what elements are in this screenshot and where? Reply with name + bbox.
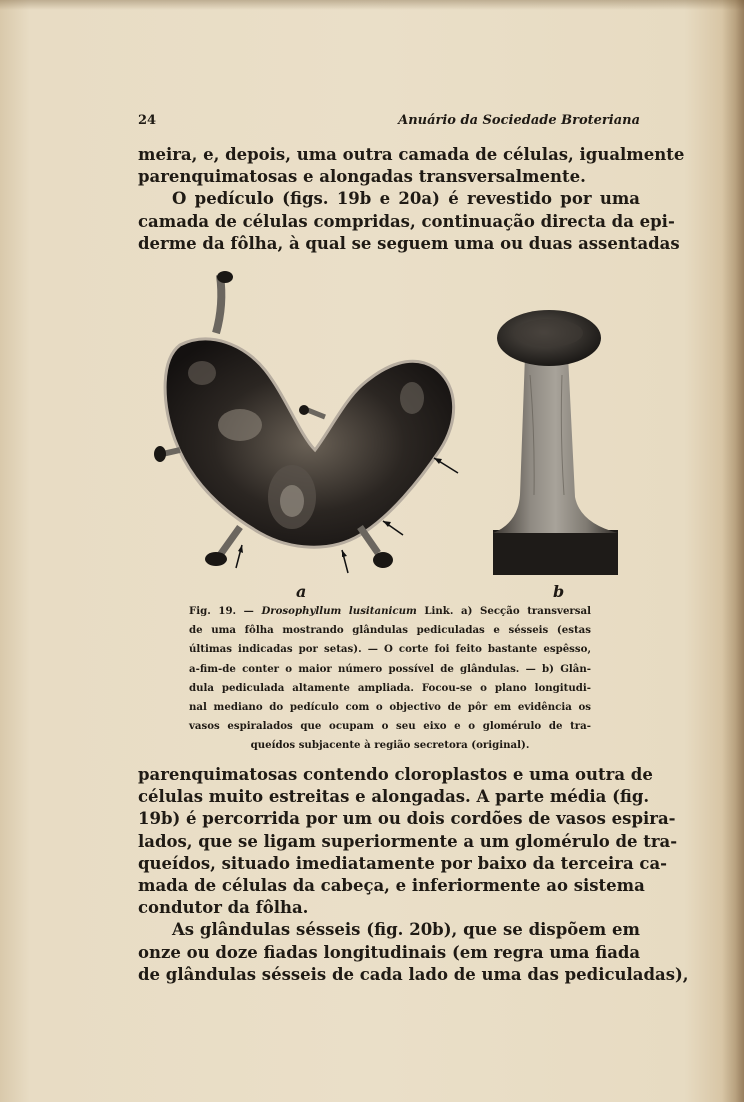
text-line: meira, e, depois, uma outra camada de células, igualmente (138, 145, 685, 164)
figure-19-photograph (150, 265, 630, 585)
figure-caption (189, 602, 591, 756)
caption-line: últimas indicadas por setas). — O corte foi feito bastante espêsso, (189, 643, 591, 656)
text-line: parenquimatosas e alongadas transversalmente. (138, 167, 586, 187)
text-line: 19b) é percorrida por um ou dois cordões de vasos espira- (138, 809, 676, 829)
caption-species: Drosophyllum lusitanicum (261, 605, 417, 617)
text-line: células muito estreitas e alongadas. A parte média (fig. (138, 787, 650, 807)
page-top-shadow (0, 0, 744, 10)
text-line: condutor da fôlha. (138, 898, 309, 918)
text-line: As glândulas sésseis (fig. 20b), que se dispõem em (172, 920, 640, 940)
text-line: queídos, situado imediatamente por baixo da terceira ca- (138, 853, 667, 873)
page-right-shadow (722, 0, 744, 1102)
paragraph-top (138, 144, 685, 255)
text-line: de glândulas sésseis de cada lado de uma das pediculadas), (138, 964, 689, 984)
figure-label-b: b (553, 582, 565, 601)
leaf-cross-section-a (154, 271, 458, 573)
text-line: derme da fôlha, à qual se seguem uma ou duas assentadas (138, 233, 680, 253)
page-number: 24 (138, 113, 157, 128)
caption-line: de uma fôlha mostrando glândulas pediculadas e sésseis (estas (189, 624, 591, 637)
text-line: onze ou doze fiadas longitudinais (em regra uma fiada (138, 942, 641, 962)
caption-line: nal mediano do pedículo com o objectivo de pôr em evidência os (189, 700, 591, 713)
text-line: camada de células compridas, continuação directa da epi- (138, 211, 675, 231)
caption-line: dula pediculada altamente ampliada. Focou-se o plano longitudi- (189, 681, 591, 694)
caption-line: vasos espiralados que ocupam o seu eixo e o glomérulo de tra- (189, 720, 591, 733)
caption-fig-ref: Fig. 19. — (189, 605, 262, 617)
figure-label-a: a (296, 582, 307, 601)
caption-line: a-fim-de conter o maior número possível de glândulas. — b) Glân- (189, 662, 591, 675)
running-title: Anuário da Sociedade Broteriana (398, 113, 640, 128)
text-line: lados, que se ligam superiormente a um glomérulo de tra- (138, 831, 678, 851)
caption-line1-rest: Link. a) Secção transversal (416, 605, 591, 617)
text-line: O pedículo (figs. 19b e 20a) é revestido por uma (172, 189, 640, 209)
text-line: mada de células da cabeça, e inferiormente ao sistema (138, 875, 645, 895)
text-line: parenquimatosas contendo cloroplastos e uma outra de (138, 765, 653, 784)
page-header (138, 113, 640, 131)
paragraph-bottom (138, 764, 689, 986)
caption-line: queídos subjacente à região secretora (original). (250, 739, 530, 752)
stalked-gland-b (493, 310, 618, 575)
caption-line (189, 602, 591, 621)
